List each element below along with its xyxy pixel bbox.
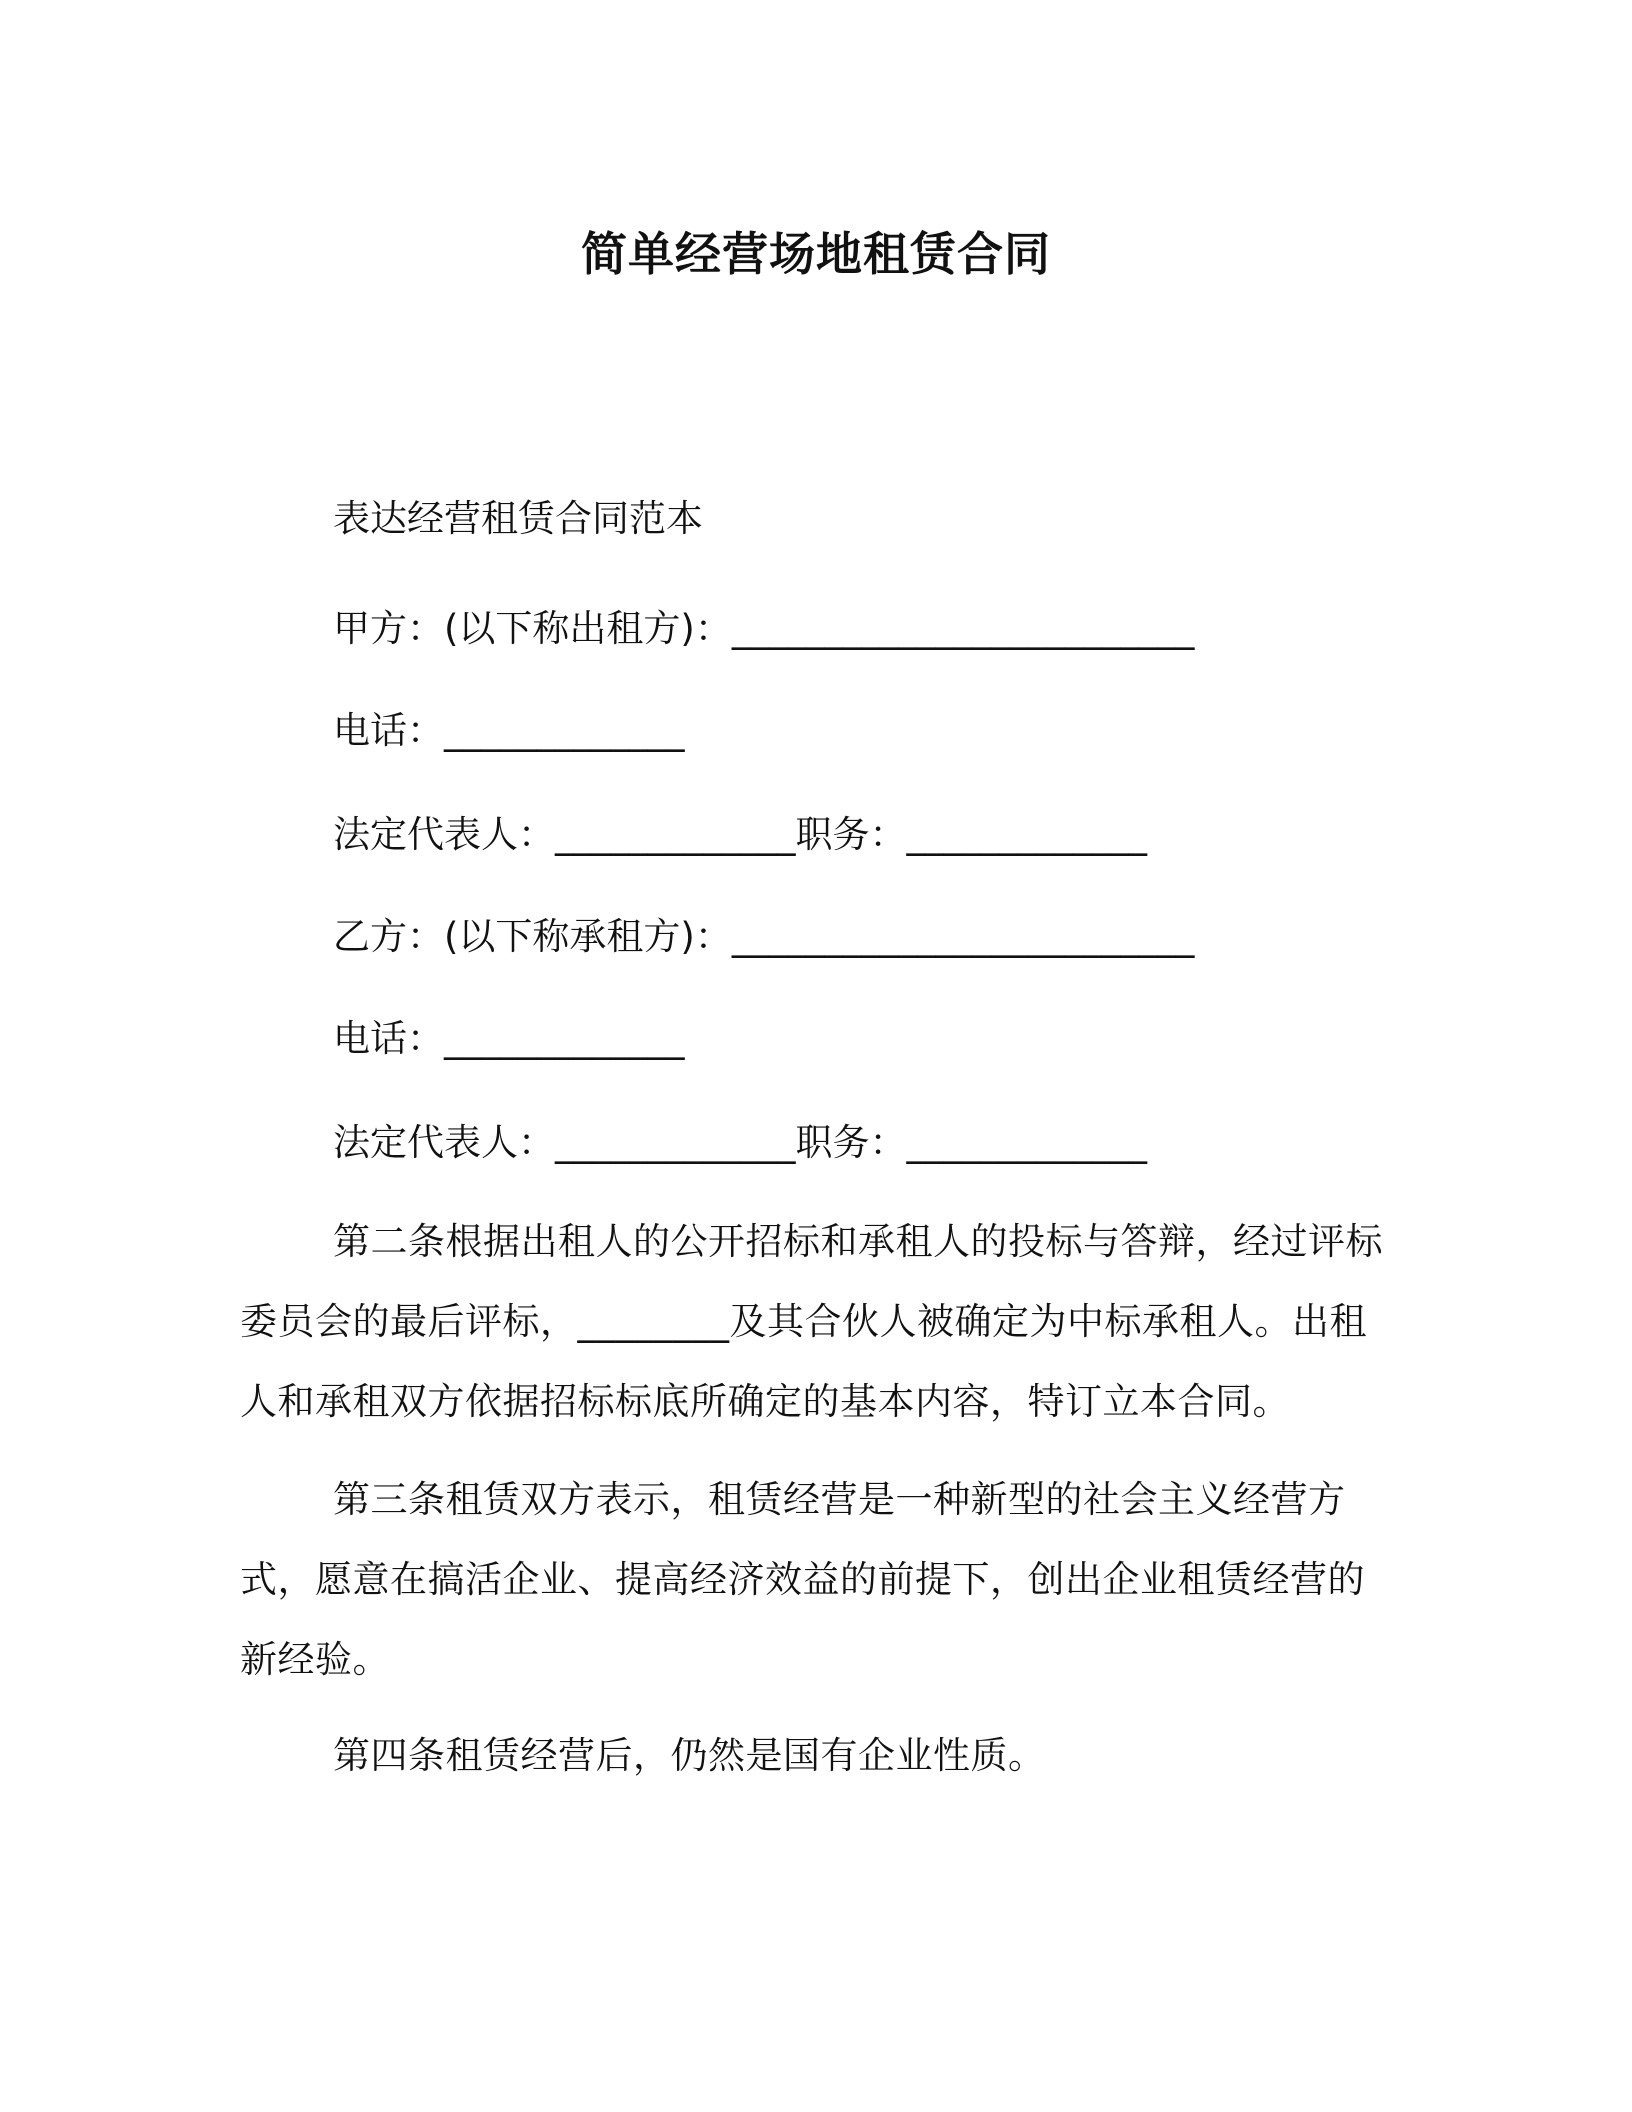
party-a-representative-field: 法定代表人：_____________职务：_____________ [333, 813, 1147, 856]
article-3-paragraph: 第三条租赁双方表示，租赁经营是一种新型的社会主义经营方式，愿意在搞活企业、提高经济效益的前提下，创出企业租赁经营的新经验。 [240, 1478, 1365, 1681]
party-b-representative-field: 法定代表人：_____________职务：_____________ [333, 1121, 1147, 1164]
party-b-field: 乙方：(以下称承租方)：_________________________ [333, 915, 1195, 958]
document-title: 简单经营场地租赁合同 [581, 227, 1051, 281]
party-a-phone-field: 电话：_____________ [333, 709, 685, 752]
article-4-paragraph: 第四条租赁经营后，仍然是国有企业性质。 [333, 1734, 1046, 1777]
article-2-paragraph: 第二条根据出租人的公开招标和承租人的投标与答辩，经过评标委员会的最后评标，________及其合伙人被确定为中标承租人。出租人和承租双方依据招标标底所确定的基本内容，特订立本合同。 [240, 1220, 1383, 1423]
document-subtitle: 表达经营租赁合同范本 [333, 497, 703, 540]
party-b-phone-field: 电话：_____________ [333, 1017, 685, 1060]
party-a-field: 甲方：(以下称出租方)：_________________________ [333, 607, 1195, 650]
